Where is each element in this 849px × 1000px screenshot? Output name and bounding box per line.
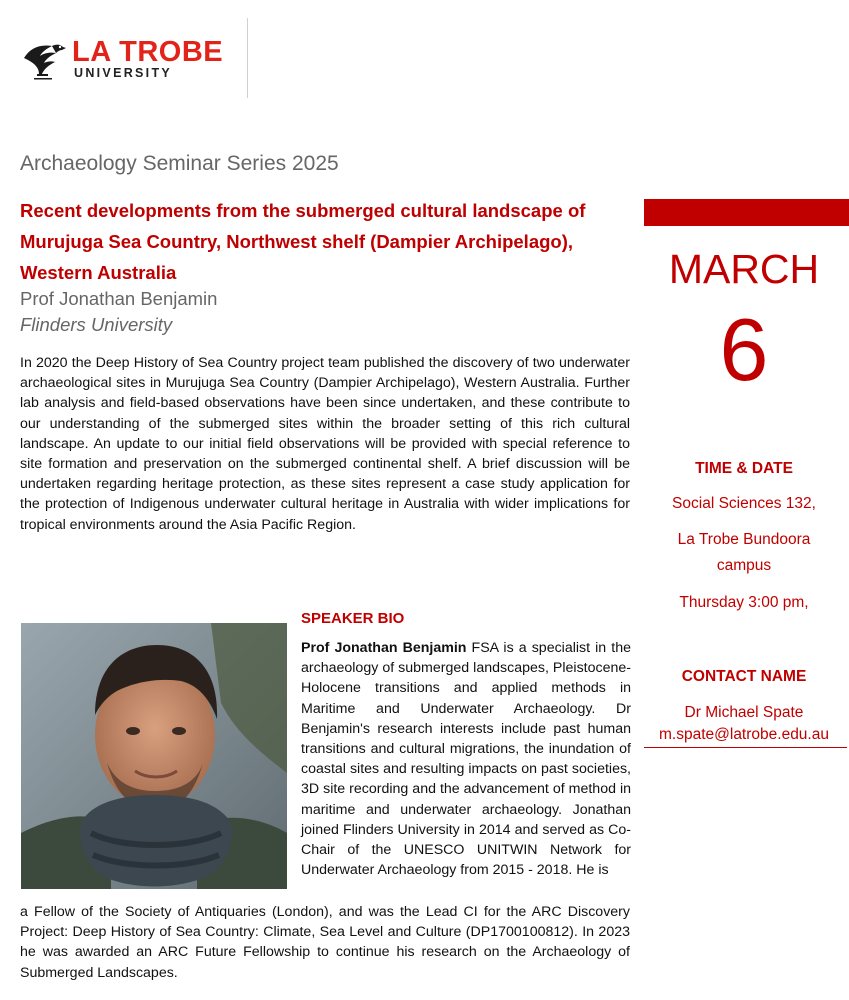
- venue-line-2: La Trobe Bundoora: [677, 531, 811, 548]
- header-divider: [247, 18, 248, 98]
- time-date-heading: TIME & DATE: [695, 460, 793, 477]
- venue-line-1: Social Sciences 132,: [672, 495, 816, 512]
- speaker-bio-heading: SPEAKER BIO: [301, 610, 405, 627]
- logo-subtitle: UNIVERSITY: [74, 66, 173, 80]
- latrobe-logo: [22, 38, 232, 82]
- talk-title: Recent developments from the submerged cultural landscape of Murujuga Sea Country, Northwest shelf (Dampier Archipelago), Western Australia: [20, 200, 586, 283]
- speaker-portrait-photo: [21, 623, 287, 889]
- series-title: Archaeology Seminar Series 2025: [20, 152, 339, 175]
- event-day: 6: [719, 300, 769, 399]
- speaker-bio-text-continued: a Fellow of the Society of Antiquaries (London), and was the Lead CI for the ARC Discovery Project: Deep History of Sea Country: Climate, Sea Level and Culture (DP1700100812). In 2023 he was awarded an ARC Future Fellowship to continue his research on the Archaeology of Submerged Landscapes.: [20, 904, 630, 981]
- bio-text-part1: FSA is a specialist in the archaeology of submerged landscapes, Pleistocene-Holocene transitions and applied methods in Maritime and Underwater Archaeology. Dr Benjamin's research interests include past human transitions and cultural migrations, the inundation of coastal sites and resulting impacts on past societies, 3D site recording and the advancement of method in maritime and underwater archaeology. Jonathan joined Flinders University in 2014 and served as Co-Chair of the UNESCO UNITWIN Network for Underwater Archaeology from 2015 - 2018. He is: [301, 640, 631, 879]
- event-month: MARCH: [668, 246, 820, 292]
- speaker-affiliation: Flinders University: [20, 314, 173, 335]
- logo-wordmark: LA TROBE: [72, 36, 224, 68]
- contact-name: Dr Michael Spate: [684, 704, 804, 721]
- sidebar-red-bar: [644, 199, 849, 226]
- contact-heading: CONTACT NAME: [681, 668, 807, 685]
- speaker-bio-text: [301, 638, 631, 880]
- abstract-text: In 2020 the Deep History of Sea Country project team published the discovery of two underwater archaeological sites in Murujuga Sea Country (Dampier Archipelago), Western Australia. Further lab analysis and field-based observations have been since undertaken, and these contribute to our understanding of the submerged sites within the broader setting of this rich cultural landscape. An update to our initial field observations will be provided with special reference to site formation and preservation on the submerged continental shelf. A brief discussion will be undertaken regarding heritage protection, as these sites represent a case study application for the protection of Indigenous underwater cultural heritage in Australia with wider implications for tropical environments around the Asia Pacific Region.: [20, 355, 630, 533]
- eagle-logo-icon: [22, 38, 68, 82]
- bio-speaker-name: Prof Jonathan Benjamin: [301, 640, 467, 656]
- event-time: Thursday 3:00 pm,: [679, 594, 809, 611]
- speaker-name: Prof Jonathan Benjamin: [20, 288, 218, 309]
- contact-email-link[interactable]: m.spate@latrobe.edu.au: [659, 726, 829, 743]
- contact-underline: [644, 747, 847, 748]
- venue-line-3: campus: [716, 557, 772, 574]
- speaker-photo: [21, 623, 287, 889]
